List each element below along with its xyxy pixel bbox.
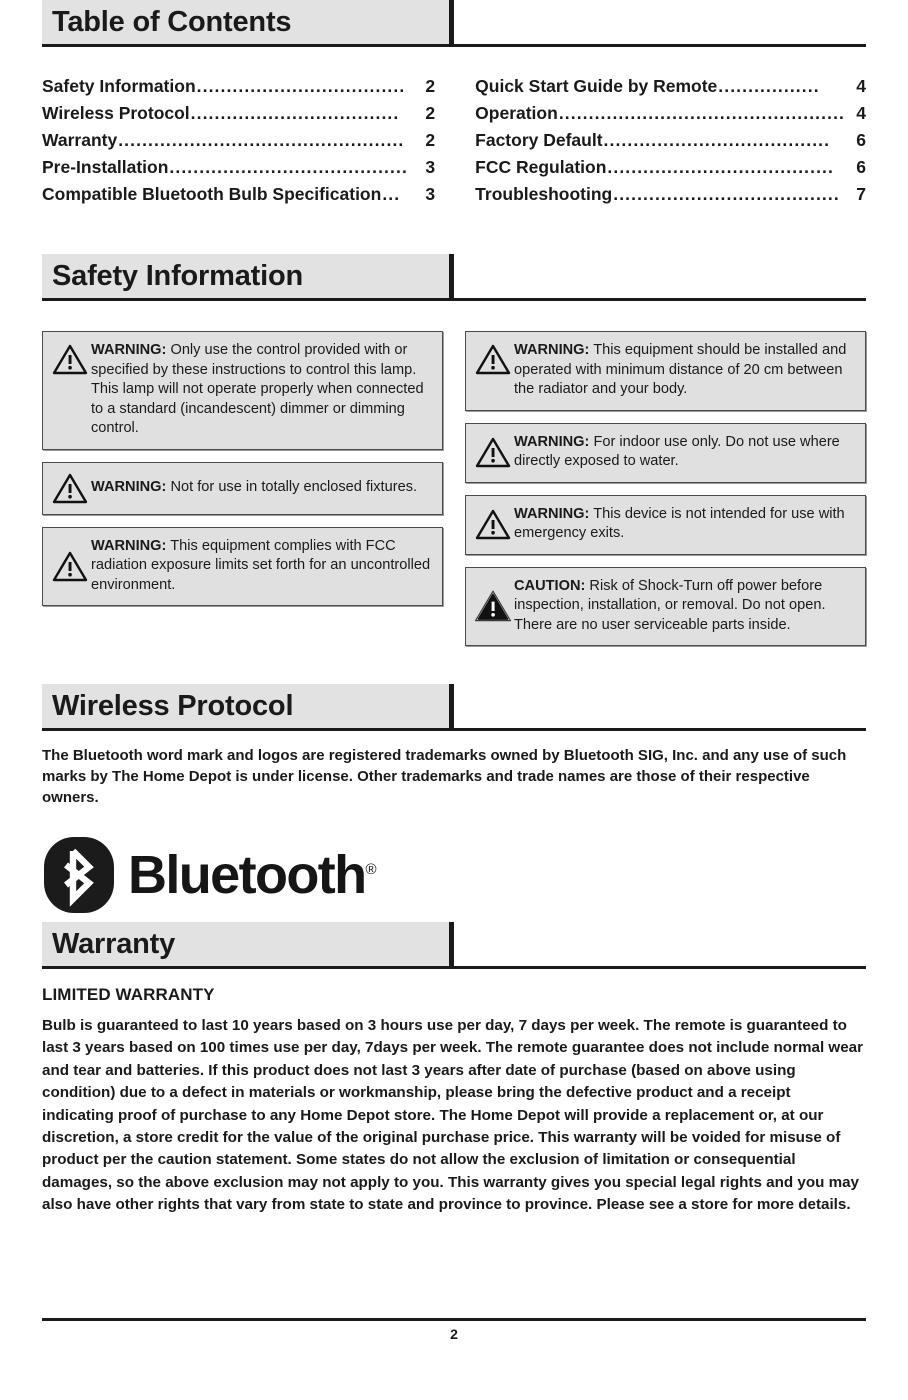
toc-leader-dots: ... [382,184,401,204]
warning-triangle-outline-icon [49,341,91,375]
toc-entry[interactable] [42,127,435,154]
section-header-wireless-protocol [42,684,866,728]
safety-column-left [42,331,443,658]
warning-triangle-outline-icon [472,508,514,540]
toc-entry-page: 4 [856,76,866,96]
section-title: Wireless Protocol [52,690,294,722]
section-rule [42,966,866,969]
warning-body: For indoor use only. Do not use where directly exposed to water. [514,433,840,469]
caution-body: Risk of Shock-Turn off power before inspection, installation, or removal. Do not open. There are no user serviceable parts inside. [514,577,826,633]
toc-entry[interactable] [42,73,435,100]
toc-entry-page: 4 [856,103,866,123]
warning-text [514,433,857,472]
page-footer [42,1318,866,1342]
toc-entry[interactable] [475,73,866,100]
warning-text [514,341,857,400]
toc-entry-label: Operation [475,103,558,123]
toc-entry[interactable] [42,181,435,208]
section-rule [42,298,866,301]
warning-triangle-outline-icon [49,472,91,504]
wireless-trademark-paragraph: The Bluetooth word mark and logos are registered trademarks owned by Bluetooth SIG, Inc. and any use of such marks by The Home Depot is under license. Other trademarks and trade names are those of their respective owners. [42,747,847,806]
toc-entry[interactable] [42,154,435,181]
toc-leader-dots: ................................................ [558,103,845,123]
footer-rule [42,1318,866,1321]
toc-leader-dots: ........................................ [169,157,408,177]
warning-label: WARNING: [91,342,167,358]
section-title: Table of Contents [52,6,292,38]
toc-entry[interactable] [475,181,866,208]
warning-label: WARNING: [514,505,590,522]
caution-label: CAUTION: [514,577,586,594]
caution-triangle-filled-icon [472,589,514,623]
toc-entry-label: Wireless Protocol [42,103,190,123]
toc-entry-page: 7 [856,184,866,204]
warning-label: WARNING: [91,537,167,554]
warning-box [42,331,443,450]
toc-leader-dots: ...................................... [613,184,840,204]
toc-leader-dots: ................. [718,76,820,96]
toc-entry[interactable] [475,154,866,181]
warning-body: This equipment complies with FCC radiation exposure limits set forth for an uncontrolled environment. [91,537,431,593]
toc-entry-page: 2 [425,103,436,123]
warning-text [91,341,434,439]
toc-entry-page: 2 [425,76,436,96]
warning-text [514,505,857,544]
bluetooth-logo [42,834,866,916]
bluetooth-logo-icon [42,835,116,915]
warning-body: Not for use in totally enclosed fixtures. [170,478,418,495]
toc-entry-page: 3 [425,157,436,177]
toc-column-right [459,73,866,208]
toc-entry-page: 6 [856,130,866,150]
toc-entry-page: 3 [425,184,436,204]
safety-warning-grid [42,331,866,658]
toc-leader-dots: ................................................ [118,130,405,150]
warning-label: WARNING: [91,478,167,495]
caution-text [514,577,857,636]
bluetooth-wordmark-text: Bluetooth [128,845,366,905]
toc-column-left [42,73,435,208]
toc-entry-label: Troubleshooting [475,184,613,204]
warning-text [91,478,434,498]
toc-entry-label: FCC Regulation [475,157,607,177]
warning-triangle-outline-icon [472,436,514,468]
toc-entry[interactable] [42,100,435,127]
toc-entry-label: Pre-Installation [42,157,169,177]
warning-body: Only use the control provided with or specified by these instructions to control this lamp. This lamp will not operate properly when connected to a standard (incandescent) dimmer or dimming control. [91,342,424,436]
section-rule [42,728,866,731]
caution-box [465,567,866,647]
toc-leader-dots: ...................................... [603,130,831,150]
warning-body: This device is not intended for use with emergency exits. [514,505,845,541]
section-title: Warranty [52,928,176,960]
safety-column-right [465,331,866,658]
warning-triangle-outline-icon [49,550,91,582]
toc-entry-page: 6 [856,157,866,177]
toc-leader-dots: ...................................... [607,157,834,177]
table-of-contents [42,73,866,208]
section-title: Safety Information [52,260,303,292]
warning-label: WARNING: [514,342,590,358]
section-header-warranty [42,922,866,966]
warning-box [42,462,443,515]
warning-box [42,527,443,607]
page-number: 2 [450,1326,458,1342]
section-header-table-of-contents [42,0,866,44]
toc-entry-label: Compatible Bluetooth Bulb Specification [42,184,382,204]
toc-entry-page: 2 [425,130,436,150]
toc-entry-label: Safety Information [42,76,196,96]
toc-leader-dots: ................................... [190,103,400,123]
bluetooth-wordmark [128,845,377,905]
toc-entry-label: Quick Start Guide by Remote [475,76,718,96]
warranty-paragraph: Bulb is guaranteed to last 10 years based on 3 hours use per day, 7 days per week. The remote is guaranteed to last 3 years based on 100 times use per day, 7days per week. The remote guarantee does not include normal wear and tear and batteries. If this product does not last 3 years after date of purchase (based on above using condition) due to a defect in materials or workmanship, please bring the defective product and a receipt indicating proof of purchase to any Home Depot store. The Home Depot will provide a replacement or, at our discretion, a store credit for the value of the original purchase price. This warranty will be voided for misuse of product per the caution statement. Some states do not allow the exclusion of limitation or consequential damages, so the above exclusion may not apply to you. This warranty gives you special legal rights and you may also have other rights that vary from state to state and province to province. Please see a store for more details. [42,1017,864,1214]
toc-entry[interactable] [475,100,866,127]
toc-entry-label: Factory Default [475,130,603,150]
warning-box [465,423,866,483]
section-header-safety-information [42,254,866,298]
toc-leader-dots: ................................... [196,76,406,96]
warning-body: This equipment should be installed and operated with minimum distance of 20 cm between the radiator and your body. [514,342,847,397]
toc-entry-label: Warranty [42,130,118,150]
registered-trademark-icon: ® [365,861,377,878]
warning-label: WARNING: [514,433,590,450]
warning-text [91,537,434,596]
warning-box [465,331,866,411]
warning-triangle-outline-icon [472,341,514,375]
toc-entry[interactable] [475,127,866,154]
warning-box [465,495,866,555]
limited-warranty-subheading: LIMITED WARRANTY [42,985,215,1004]
section-rule [42,44,866,47]
